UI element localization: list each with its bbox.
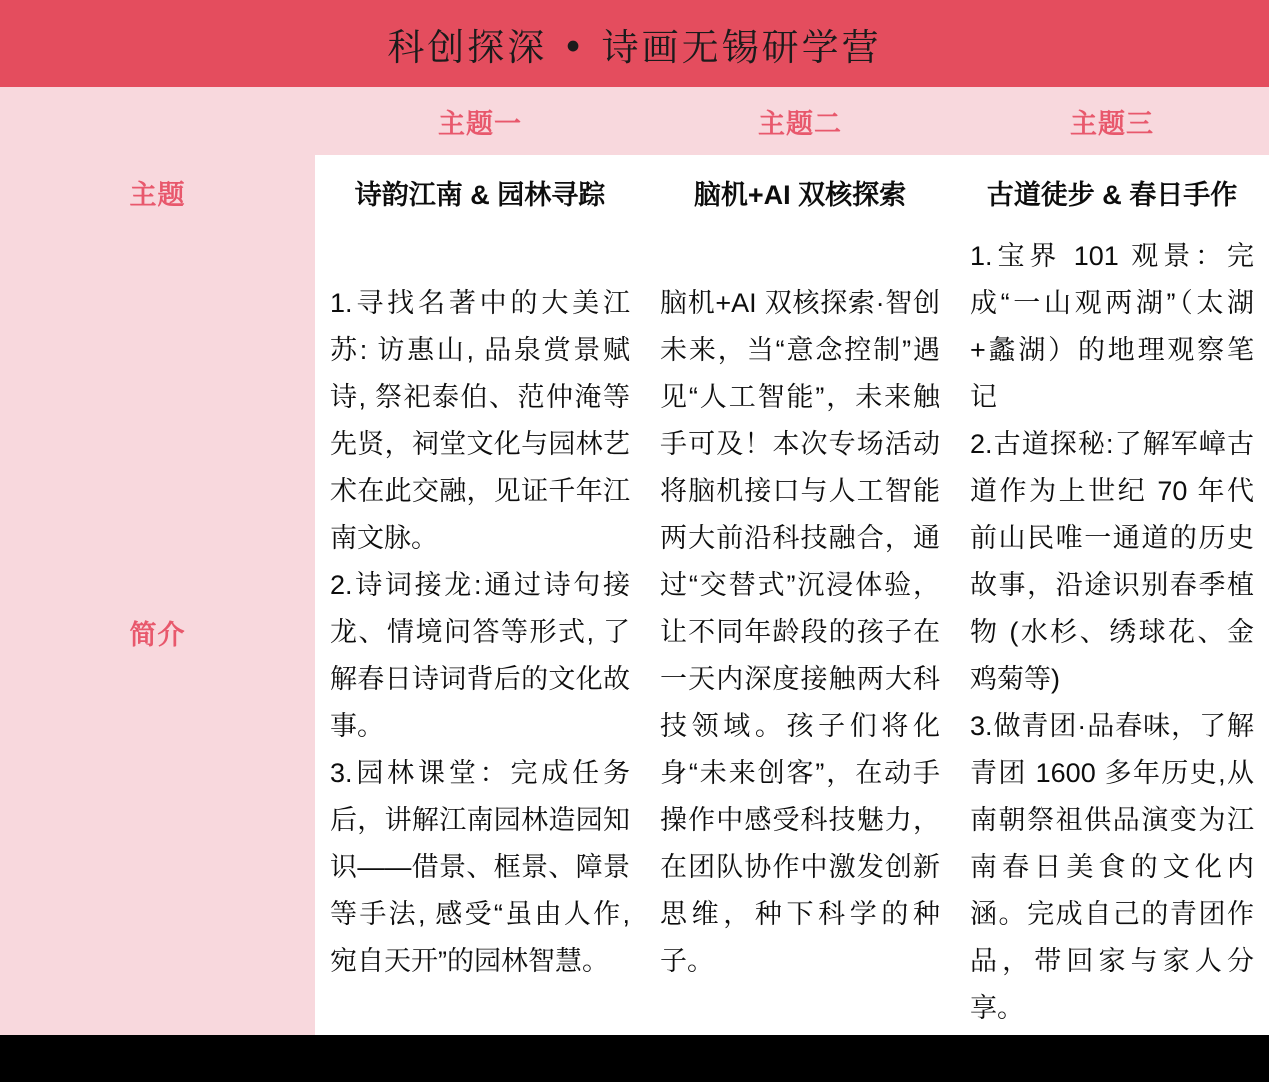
theme-cell-2: [645, 155, 955, 230]
intro-1-paragraph-3: 3.园林课堂：完成任务后，讲解江南园林造园知识——借景、框景、障景等手法, 感受“虽由人作, 宛自天开”的园林智慧。: [330, 758, 630, 976]
column-header-theme-1: [315, 87, 645, 155]
theme-title-1: 诗韵江南 & 园林寻踪: [354, 180, 606, 210]
intro-cell-2: [645, 230, 955, 1035]
column-header-label-2: 主题二: [758, 108, 842, 139]
intro-3-paragraph-2: 2.古道探秘:了解军嶂古道作为上世纪 70 年代前山民唯一通道的历史故事，沿途识别春季植物 (水杉、绣球花、金鸡菊等): [970, 429, 1254, 694]
intro-cell-3: [955, 230, 1269, 1035]
theme-cell-1: [315, 155, 645, 230]
intro-1-paragraph-1: 1.寻找名著中的大美江苏: 访惠山, 品泉赏景赋诗, 祭祀泰伯、范仲淹等先贤，祠堂文化与园林艺术在此交融，见证千年江南文脉。: [330, 288, 630, 553]
intro-3-paragraph-3: 3.做青团·品春味，了解青团 1600 多年历史,从南朝祭祖供品演变为江南春日美食的文化内涵。完成自己的青团作品，带回家与家人分享。: [970, 711, 1254, 1023]
theme-title-3: 古道徒步 & 春日手作: [986, 180, 1238, 210]
theme-title-2: 脑机+AI 双核探索: [693, 180, 907, 210]
intro-1-paragraph-2: 2.诗词接龙:通过诗句接龙、情境问答等形式, 了解春日诗词背后的文化故事。: [330, 570, 630, 741]
row-label-intro-text: 简介: [129, 620, 186, 650]
title-banner: [0, 0, 1269, 87]
column-header-label-1: 主题一: [438, 108, 522, 139]
row-label-theme-text: 主题: [129, 180, 186, 210]
column-header-theme-2: [645, 87, 955, 155]
row-label-intro: [0, 230, 315, 1035]
page-title: 科创探深 • 诗画无锡研学营: [387, 25, 882, 69]
theme-cell-3: [955, 155, 1269, 230]
column-header-theme-3: [955, 87, 1269, 155]
program-table: [0, 87, 1269, 1035]
header-corner-cell: [0, 87, 315, 155]
intro-2-paragraph-1: 脑机+AI 双核探索·智创未来，当“意念控制”遇见“人工智能”，未来触手可及！本次专场活动将脑机接口与人工智能两大前沿科技融合，通过“交替式”沉浸体验，让不同年龄段的孩子在一天内深度接触两大科技领域。孩子们将化身“未来创客”，在动手操作中感受科技魅力，在团队协作中激发创新思维，种下科学的种子。: [660, 288, 940, 976]
intro-cell-1: [315, 230, 645, 1035]
column-header-label-3: 主题三: [1070, 108, 1154, 139]
bottom-black-band: [0, 1035, 1269, 1082]
row-label-theme: [0, 155, 315, 230]
intro-3-paragraph-1: 1.宝界 101 观景：完成“一山观两湖”（太湖+蠡湖）的地理观察笔记: [970, 241, 1254, 412]
